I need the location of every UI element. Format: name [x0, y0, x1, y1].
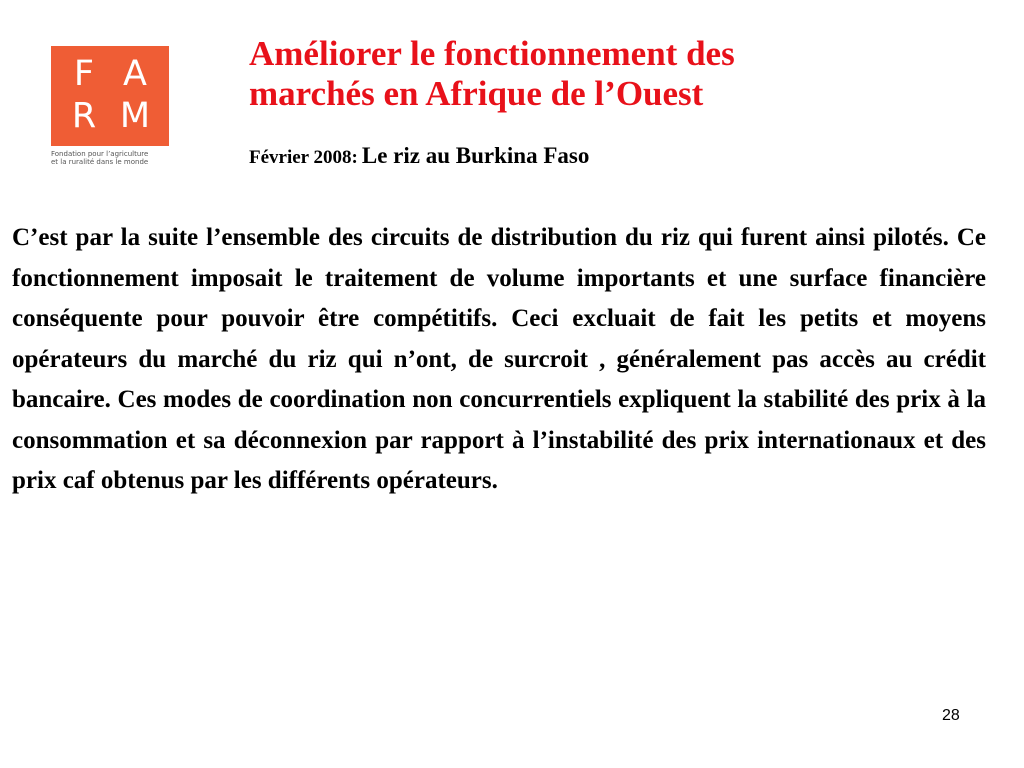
body-line: volume importants et une surface financière conséquente pour [12, 264, 987, 332]
logo-letter: F [73, 54, 96, 94]
body-paragraph [12, 218, 986, 502]
logo-letter: M [119, 96, 152, 136]
farm-logo [51, 46, 169, 170]
body-line: pouvoir être compétitifs. Ceci excluait de fait les petits et moyens [221, 305, 986, 332]
page-number: 28 [942, 707, 960, 724]
slide-subtitle [249, 143, 589, 169]
logo-caption-line: Fondation pour l’agriculture [51, 150, 149, 158]
body-line: et des prix caf obtenus par les différents opérateurs. [12, 426, 986, 494]
logo-letters [59, 54, 161, 136]
logo-caption [51, 150, 179, 166]
slide-title-line: Améliorer le fonctionnement des [249, 34, 735, 73]
logo-letter: A [123, 54, 148, 94]
logo-badge [51, 46, 169, 146]
body-line: C’est par la suite l’ensemble des circuits de distribution du riz qui [12, 224, 733, 251]
body-line: opérateurs du marché du riz qui n’ont, de surcroit , généralement [12, 345, 761, 373]
subtitle-topic: Le riz au Burkina Faso [361, 143, 590, 168]
body-line: pas accès au crédit bancaire. Ces modes de coordination non [12, 345, 987, 413]
body-line: furent ainsi pilotés. Ce fonctionnement imposait le traitement de [12, 224, 987, 292]
slide-title [249, 34, 989, 114]
subtitle-date: Février 2008: [249, 147, 358, 168]
body-line: concurrentiels expliquent la stabilité des prix à la consommation et [12, 386, 987, 454]
slide-title-line: marchés en Afrique de l’Ouest [249, 74, 704, 113]
logo-letter: R [71, 96, 98, 136]
logo-caption-line: et la ruralité dans le monde [51, 158, 149, 166]
body-line: sa déconnexion par rapport à l’instabilité des prix internationaux [203, 426, 916, 454]
